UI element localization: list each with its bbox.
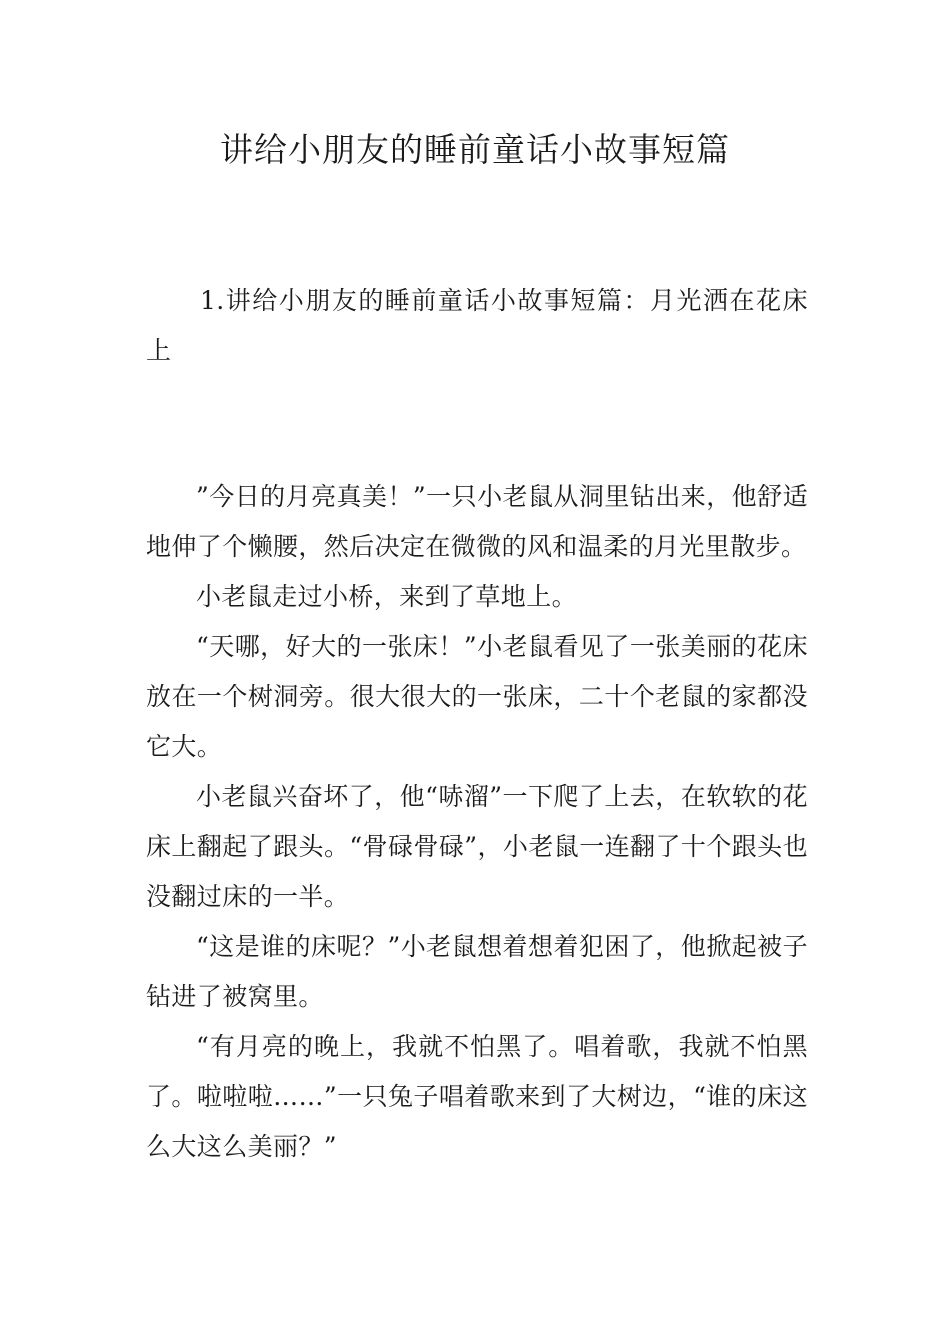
story-paragraph: “有月亮的晚上，我就不怕黑了。唱着歌，我就不怕黑了。啦啦啦……”一只兔子唱着歌来到了大树边，“谁的床这么大这么美丽？” bbox=[146, 1032, 808, 1161]
story-body bbox=[146, 472, 808, 1172]
document-title: 讲给小朋友的睡前童话小故事短篇 bbox=[220, 130, 730, 169]
story-paragraph: 小老鼠走过小桥，来到了草地上。 bbox=[196, 582, 578, 611]
story-paragraph: “天哪，好大的一张床！”小老鼠看见了一张美丽的花床放在一个树洞旁。很大很大的一张床，二十个老鼠的家都没它大。 bbox=[146, 632, 808, 761]
section-heading: 1.讲给小朋友的睡前童话小故事短篇：月光洒在花床上 bbox=[146, 286, 808, 365]
story-paragraph: “这是谁的床呢？”小老鼠想着想着犯困了，他掀起被子钻进了被窝里。 bbox=[146, 932, 808, 1011]
story-paragraph: 小老鼠兴奋坏了，他“哧溜”一下爬了上去，在软软的花床上翻起了跟头。“骨碌骨碌”，小老鼠一连翻了十个跟头也没翻过床的一半。 bbox=[146, 782, 808, 911]
story-paragraph: ”今日的月亮真美！”一只小老鼠从洞里钻出来，他舒适地伸了个懒腰，然后决定在微微的风和温柔的月光里散步。 bbox=[146, 482, 808, 561]
